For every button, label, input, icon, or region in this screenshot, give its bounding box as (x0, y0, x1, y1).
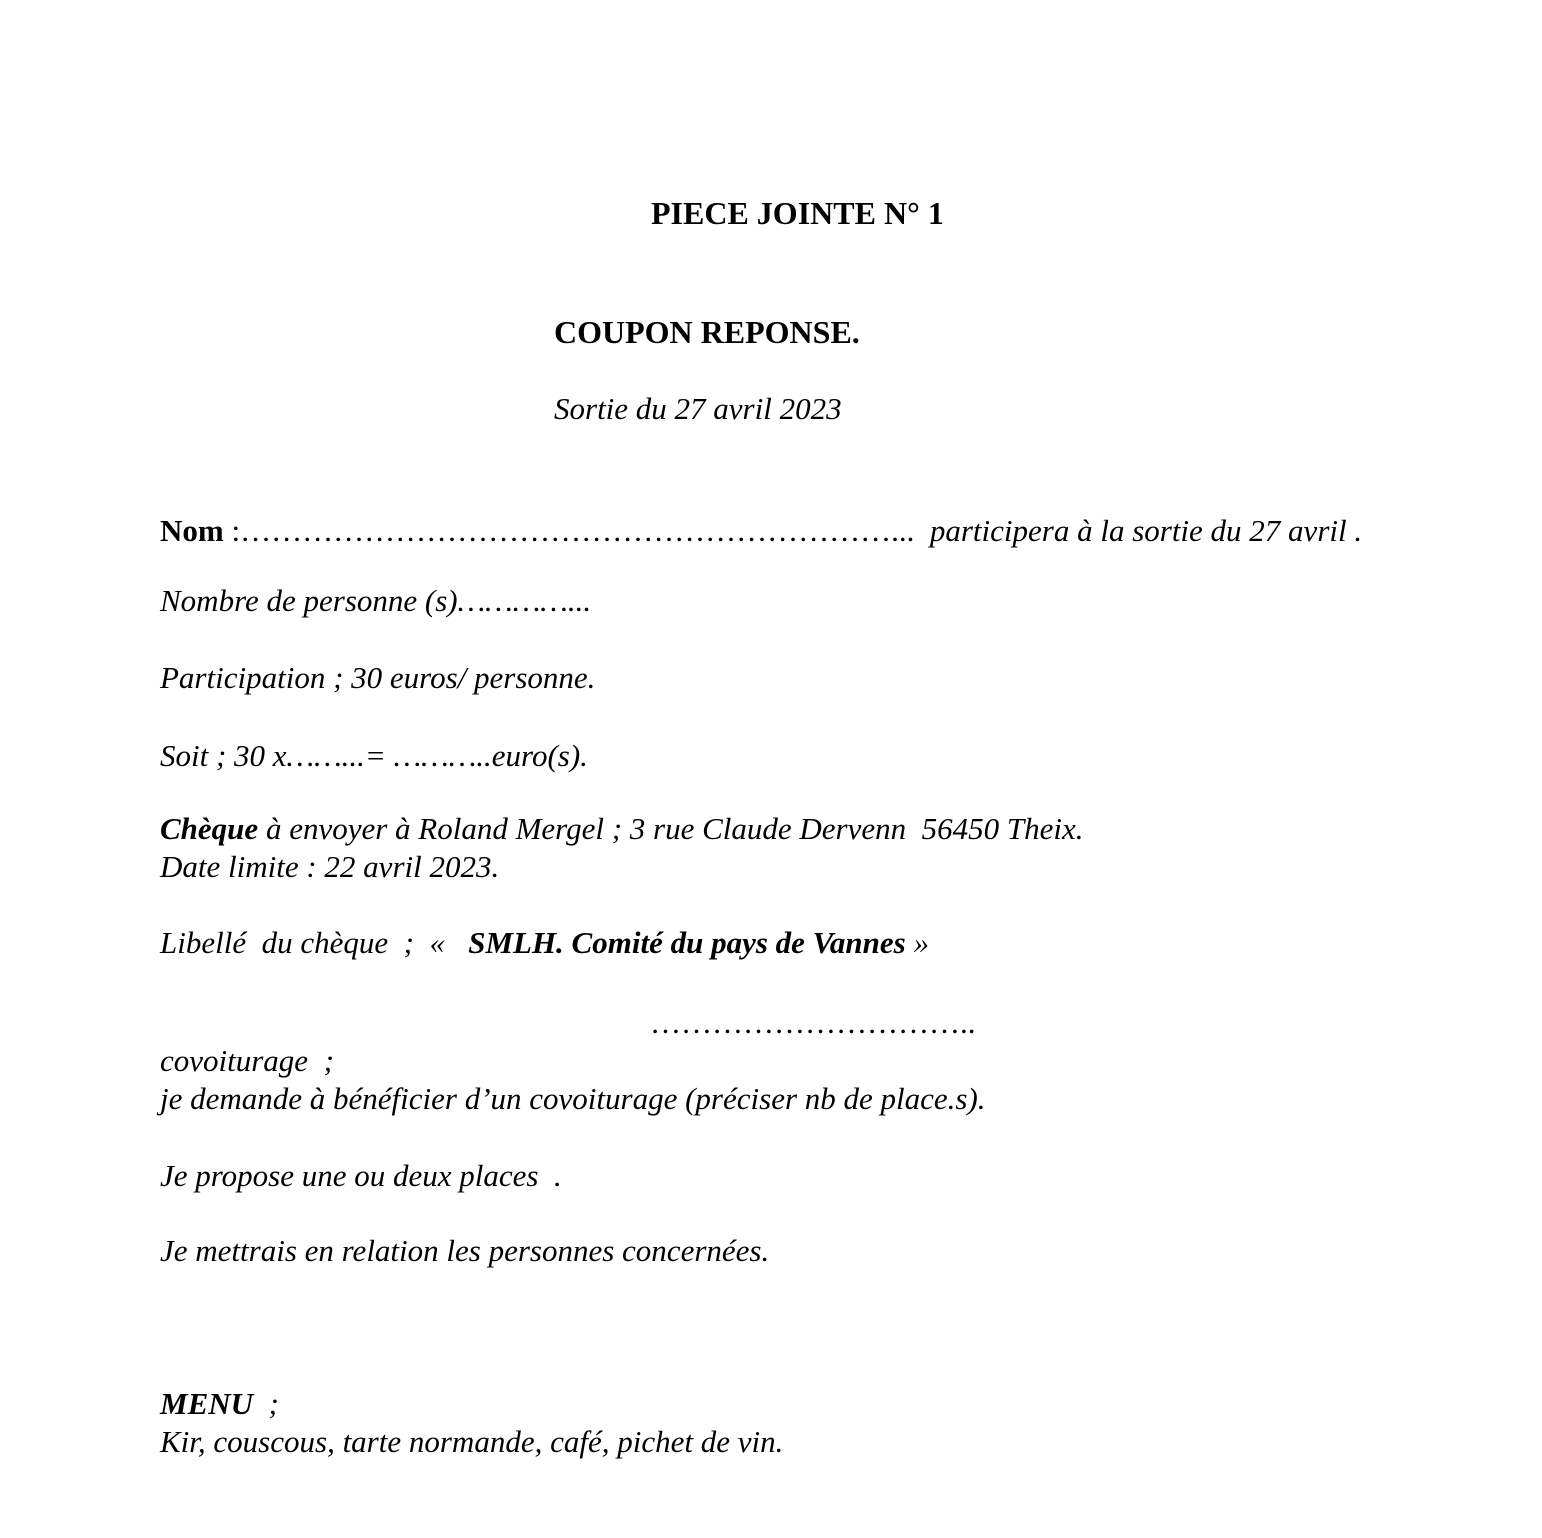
attachment-title: PIECE JOINTE N° 1 (651, 195, 944, 231)
carpool-request-line: je demande à bénéficier d’un covoiturage (préciser nb de place.s). (160, 1081, 986, 1116)
deadline-line: Date limite : 22 avril 2023. (160, 849, 500, 884)
name-label: Nom (160, 513, 224, 548)
menu-items-line: Kir, couscous, tarte normande, café, pichet de vin. (160, 1424, 784, 1459)
coupon-title: COUPON REPONSE. (554, 314, 860, 350)
cheque-payee-line (160, 924, 929, 962)
connect-people-line: Je mettrais en relation les personnes concernées. (160, 1233, 770, 1268)
persons-count-line: Nombre de personne (s)…………... (160, 583, 592, 618)
name-line (160, 512, 1362, 550)
name-dotted-blank: :………………………………………………………... (223, 513, 915, 548)
payee-prefix: Libellé du chèque ; « (160, 925, 469, 960)
outing-date-line: Sortie du 27 avril 2023 (554, 391, 842, 426)
payee-name: SMLH. Comité du pays de Vannes (468, 925, 906, 960)
menu-section (160, 1385, 783, 1461)
payee-suffix: » (905, 925, 929, 960)
carpool-heading: covoiturage ; (160, 1043, 334, 1078)
carpool-section (160, 1042, 986, 1118)
dotted-blank-line: ………………………….. (650, 1005, 976, 1040)
menu-label: MENU (160, 1386, 254, 1421)
offer-seats-line: Je propose une ou deux places . (160, 1158, 562, 1193)
total-calculation-line: Soit ; 30 x……...= ………..euro(s). (160, 738, 588, 773)
participation-line: Participation ; 30 euros/ personne. (160, 660, 596, 695)
cheque-label: Chèque (160, 811, 259, 846)
cheque-instructions (160, 810, 1084, 886)
cheque-address: à envoyer à Roland Mergel ; 3 rue Claude Dervenn 56450 Theix. (258, 811, 1084, 846)
menu-semicolon: ; (253, 1386, 279, 1421)
name-line-suffix: participera à la sortie du 27 avril . (914, 513, 1363, 548)
